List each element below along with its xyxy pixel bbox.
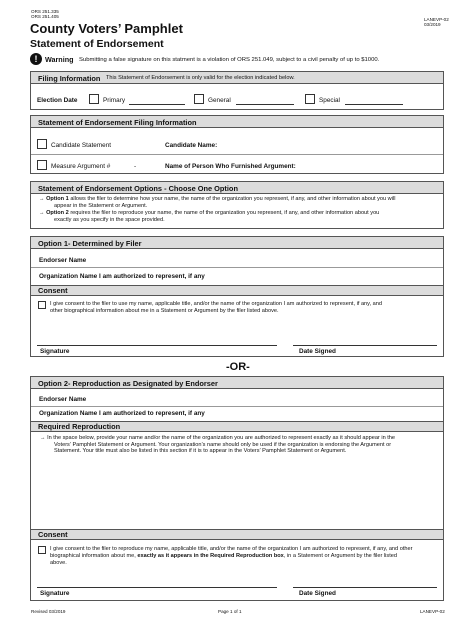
arrow-icon: → [40,435,46,441]
footer-page-number: Page 1 of 1 [218,609,242,614]
options-section [30,181,444,229]
candidate-statement-checkbox[interactable] [37,139,47,149]
warning-banner [30,53,444,66]
option2-consent-text-c: above. [50,560,67,566]
option2-endorser-name-label: Endorser Name [39,396,87,403]
option1-consent-text-a: I give consent to the filer to use my name, applicable title, and/or the name of the organization I am authorized to represent, if any, and [50,301,382,307]
ors-reference-1: ORS 251.335 [31,9,59,14]
arrow-icon: → [39,210,45,216]
required-reproduction-title: Required Reproduction [38,422,121,431]
ors-reference-2: ORS 251.405 [31,14,59,19]
warning-label: Warning [45,55,74,64]
option1-signature-line[interactable] [37,345,277,346]
form-code: LANEVP-02 [424,17,449,22]
general-label: General [208,97,231,104]
option1-signature-label: Signature [40,348,70,355]
row-divider [31,267,443,268]
option2-date-line[interactable] [293,587,437,588]
measure-argument-label: Measure Argument # [51,163,111,170]
candidate-name-label: Candidate Name: [165,142,218,149]
option1-consent-text-b: other biographical information about me in a Statement or Argument by the filer listed above. [50,308,279,314]
option1-date-signed-label: Date Signed [299,348,336,355]
form-date: 03/2019 [424,22,441,27]
candidate-statement-label: Candidate Statement [51,142,112,149]
options-title: Statement of Endorsement Options - Choose One Option [38,183,238,193]
option1-text-b: appear in the Statement or Argument. [54,202,148,209]
option2-title: Option 2- Reproduction as Designated by Endorser [38,378,218,388]
endorsement-filing-section [30,115,444,174]
primary-date-line[interactable] [129,104,185,105]
filing-information-section [30,71,444,110]
required-reproduction-text-b: Voters’ Pamphlet Statement or Argument. Your organization’s name should only be used if the organization is endorsing the Argument or [54,441,392,448]
option2-consent-text-a: I give consent to the filer to reproduce my name, applicable title, and/or the name of the organization I am authorized to represent, if any, and other [50,546,413,552]
page-subtitle: Statement of Endorsement [30,38,164,50]
option1-text-a: allows the filer to determine how your name, the name of the organization you represent, if any, and other information about you will [70,196,396,202]
footer-revised: Revised 03/2019 [31,609,66,614]
option2-consent-header [31,529,443,540]
option2-text-a: requires the filer to reproduce your name, the name of the organization you represent, if any, and other information about you [70,210,380,216]
warning-text: Submitting a false signature on this statment is a violation of ORS 251.049, subject to a civil penalty of up to $1000. [79,57,380,63]
option2-consent-text-b: biographical information about me, exactly as it appears in the Required Reproduction box, in a Statement or Argument by the filer listed [50,553,397,559]
option1-title: Option 1- Determined by Filer [38,238,142,248]
option1-endorser-name-label: Endorser Name [39,257,87,264]
special-date-line[interactable] [345,104,403,105]
general-checkbox[interactable] [194,94,204,104]
option1-section [30,236,444,357]
arrow-icon: → [39,196,45,202]
option1-organization-label: Organization Name I am authorized to represent, if any [39,273,205,280]
option2-consent-checkbox[interactable] [38,546,46,554]
footer-form-code: LANEVP-02 [420,609,445,614]
option2-date-signed-label: Date Signed [299,590,336,597]
option1-consent-title: Consent [38,286,68,295]
option2-section [30,376,444,601]
filing-information-note: This Statement of Endorsement is only valid for the election indicated below. [106,75,295,81]
option2-signature-label: Signature [40,590,70,597]
option2-signature-line[interactable] [37,587,277,588]
general-date-line[interactable] [236,104,294,105]
option2-bold: Option 2 [46,210,69,216]
option1-bold: Option 1 [46,196,69,202]
required-reproduction-text-a: → In the space below, provide your name and/or the name of the organization you are authorized to represent exactly as it should appear in the [40,435,396,441]
primary-checkbox[interactable] [89,94,99,104]
option1-date-line[interactable] [293,345,437,346]
filing-information-title: Filing Information [38,73,101,83]
required-reproduction-field[interactable] [35,457,439,527]
measure-dash: - [134,163,137,170]
special-checkbox[interactable] [305,94,315,104]
option2-text-b: exactly as you specify in the space provided. [54,216,165,223]
election-date-label: Election Date [37,97,78,104]
primary-label: Primary [103,97,126,104]
warning-icon: ! [30,53,42,65]
option1-consent-header [31,285,443,296]
person-furnished-label: Name of Person Who Furnished Argument: [165,163,296,170]
endorsement-filing-title: Statement of Endorsement Filing Information [38,117,197,127]
option2-consent-title: Consent [38,530,68,539]
page-title: County Voters’ Pamphlet [30,21,183,36]
required-reproduction-text-c: Statement. Your title must also be listed in this section if it is to appear in the Voters’ Pamphlet Statement or Argument. [54,448,347,454]
row-divider [31,154,443,155]
special-label: Special [319,97,340,104]
row-divider [31,406,443,407]
or-divider: -OR- [226,361,250,373]
option1-consent-checkbox[interactable] [38,301,46,309]
measure-argument-checkbox[interactable] [37,160,47,170]
option2-organization-label: Organization Name I am authorized to represent, if any [39,410,205,417]
